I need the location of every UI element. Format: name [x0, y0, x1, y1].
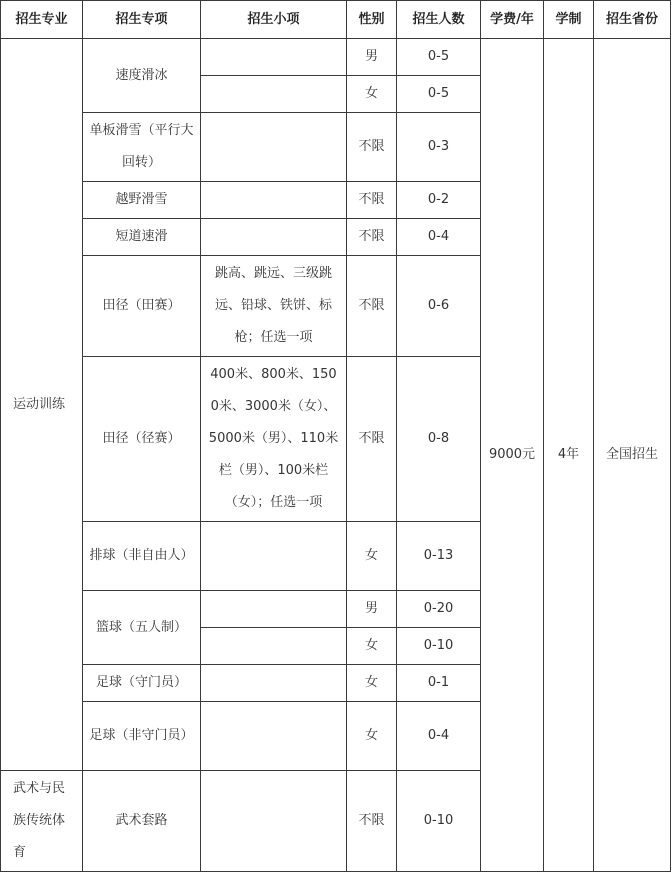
header-gender: 性别 — [347, 1, 397, 39]
header-duration: 学制 — [544, 1, 594, 39]
specialty-cell: 越野滑雪 — [83, 182, 201, 219]
sub-item-cell — [201, 76, 347, 113]
count-cell: 0-1 — [397, 665, 481, 702]
count-cell: 0-4 — [397, 219, 481, 256]
fee-cell: 9000元 — [481, 39, 544, 872]
specialty-cell: 单板滑雪（平行大回转） — [83, 113, 201, 182]
gender-cell: 不限 — [347, 182, 397, 219]
count-cell: 0-4 — [397, 702, 481, 771]
sub-item-cell — [201, 219, 347, 256]
count-cell: 0-3 — [397, 113, 481, 182]
header-count: 招生人数 — [397, 1, 481, 39]
gender-cell: 不限 — [347, 113, 397, 182]
duration-cell: 4年 — [544, 39, 594, 872]
specialty-cell: 短道速滑 — [83, 219, 201, 256]
sub-item-cell: 400米、800米、1500米、3000米（女）、5000米（男）、110米栏（男）、100米栏（女）；任选一项 — [201, 357, 347, 522]
gender-cell: 不限 — [347, 357, 397, 522]
count-cell: 0-13 — [397, 522, 481, 591]
count-cell: 0-6 — [397, 256, 481, 357]
sub-item-cell — [201, 665, 347, 702]
gender-cell: 不限 — [347, 771, 397, 872]
count-cell: 0-5 — [397, 76, 481, 113]
gender-cell: 女 — [347, 702, 397, 771]
sub-item-cell — [201, 39, 347, 76]
header-specialty: 招生专项 — [83, 1, 201, 39]
specialty-cell: 武术套路 — [83, 771, 201, 872]
province-cell: 全国招生 — [594, 39, 671, 872]
count-cell: 0-10 — [397, 771, 481, 872]
specialty-cell: 篮球（五人制） — [83, 591, 201, 665]
count-cell: 0-8 — [397, 357, 481, 522]
header-sub-item: 招生小项 — [201, 1, 347, 39]
count-cell: 0-10 — [397, 628, 481, 665]
sub-item-cell — [201, 113, 347, 182]
specialty-cell: 田径（径赛） — [83, 357, 201, 522]
specialty-cell: 足球（非守门员） — [83, 702, 201, 771]
gender-cell: 女 — [347, 628, 397, 665]
gender-cell: 不限 — [347, 219, 397, 256]
specialty-cell: 排球（非自由人） — [83, 522, 201, 591]
count-cell: 0-20 — [397, 591, 481, 628]
specialty-cell: 足球（守门员） — [83, 665, 201, 702]
major-cell: 运动训练 — [1, 39, 83, 771]
specialty-cell: 速度滑冰 — [83, 39, 201, 113]
sub-item-cell — [201, 771, 347, 872]
sub-item-cell: 跳高、跳远、三级跳远、铅球、铁饼、标枪；任选一项 — [201, 256, 347, 357]
table-row — [1, 39, 671, 76]
sub-item-cell — [201, 182, 347, 219]
sub-item-cell — [201, 702, 347, 771]
header-province: 招生省份 — [594, 1, 671, 39]
major-cell: 武术与民族传统体育 — [1, 771, 83, 872]
count-cell: 0-2 — [397, 182, 481, 219]
sub-item-cell — [201, 628, 347, 665]
gender-cell: 女 — [347, 76, 397, 113]
gender-cell: 男 — [347, 39, 397, 76]
specialty-cell: 田径（田赛） — [83, 256, 201, 357]
gender-cell: 女 — [347, 665, 397, 702]
count-cell: 0-5 — [397, 39, 481, 76]
header-major: 招生专业 — [1, 1, 83, 39]
gender-cell: 男 — [347, 591, 397, 628]
gender-cell: 女 — [347, 522, 397, 591]
header-row — [1, 1, 671, 39]
sub-item-cell — [201, 522, 347, 591]
gender-cell: 不限 — [347, 256, 397, 357]
sub-item-cell — [201, 591, 347, 628]
header-fee: 学费/年 — [481, 1, 544, 39]
